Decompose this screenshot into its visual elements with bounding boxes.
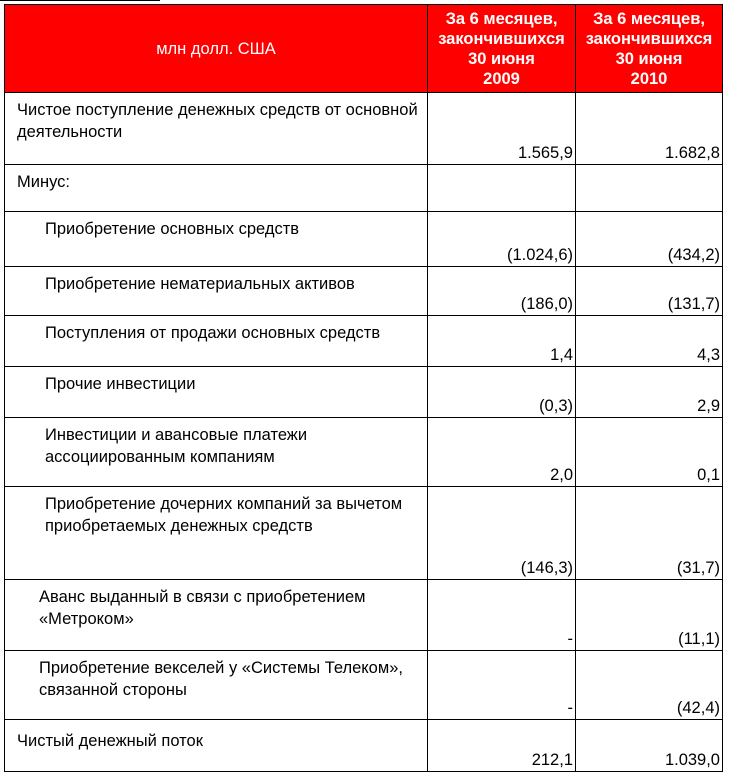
table-row bbox=[5, 651, 723, 720]
cash-flow-table bbox=[4, 4, 723, 772]
table-row bbox=[5, 367, 723, 418]
value-2010: (11,1) bbox=[576, 580, 723, 651]
row-label: Приобретение основных средств bbox=[5, 212, 428, 267]
period-2009-line4: 2009 bbox=[483, 69, 520, 88]
value-2010: 1.039,0 bbox=[576, 720, 723, 772]
row-label: Инвестиции и авансовые платежи ассоциированным компаниям bbox=[5, 418, 428, 487]
value-2009: 1.565,9 bbox=[428, 93, 576, 165]
period-2009-header bbox=[428, 5, 576, 93]
value-2010: (42,4) bbox=[576, 651, 723, 720]
value-2009: (186,0) bbox=[428, 267, 576, 316]
period-2010-line3: 30 июня bbox=[615, 49, 683, 68]
units-header: млн долл. США bbox=[5, 5, 428, 93]
row-label: Аванс выданный в связи с приобретением «Метроком» bbox=[5, 580, 428, 651]
value-2010: 4,3 bbox=[576, 316, 723, 367]
value-2009: (1.024,6) bbox=[428, 212, 576, 267]
row-label: Приобретение векселей у «Системы Телеком», связанной стороны bbox=[5, 651, 428, 720]
table-row bbox=[5, 165, 723, 212]
table-row bbox=[5, 267, 723, 316]
period-2009-line3: 30 июня bbox=[468, 49, 535, 68]
row-label: Поступления от продажи основных средств bbox=[5, 316, 428, 367]
row-label: Приобретение нематериальных активов bbox=[5, 267, 428, 316]
table-row bbox=[5, 487, 723, 580]
table-row bbox=[5, 580, 723, 651]
table-header bbox=[5, 5, 723, 93]
table-row bbox=[5, 316, 723, 367]
row-label: Прочие инвестиции bbox=[5, 367, 428, 418]
value-2010: 0,1 bbox=[576, 418, 723, 487]
row-label: Чистый денежный поток bbox=[5, 720, 428, 772]
value-2009: 2,0 bbox=[428, 418, 576, 487]
value-2010: (131,7) bbox=[576, 267, 723, 316]
table-row bbox=[5, 212, 723, 267]
value-2009: 1,4 bbox=[428, 316, 576, 367]
value-2009: 212,1 bbox=[428, 720, 576, 772]
period-2010-header bbox=[576, 5, 723, 93]
value-2010: 2,9 bbox=[576, 367, 723, 418]
period-2010-line4: 2010 bbox=[630, 69, 668, 88]
value-2009: (146,3) bbox=[428, 487, 576, 580]
period-2010-line1: За 6 месяцев, bbox=[593, 9, 705, 28]
period-2010-line2: закончившихся bbox=[585, 29, 713, 48]
row-label: Приобретение дочерних компаний за вычетом приобретаемых денежных средств bbox=[5, 487, 428, 580]
table-row bbox=[5, 418, 723, 487]
table-row bbox=[5, 720, 723, 772]
period-2009-line1: За 6 месяцев, bbox=[445, 9, 558, 28]
value-2009: (0,3) bbox=[428, 367, 576, 418]
table-row bbox=[5, 93, 723, 165]
period-2009-line2: закончившихся bbox=[438, 29, 565, 48]
value-2010: (31,7) bbox=[576, 487, 723, 580]
row-label: Минус: bbox=[5, 165, 428, 212]
row-label: Чистое поступление денежных средств от основной деятельности bbox=[5, 93, 428, 165]
value-2009: - bbox=[428, 651, 576, 720]
value-2010 bbox=[576, 165, 723, 212]
top-rule bbox=[0, 0, 160, 1]
value-2009 bbox=[428, 165, 576, 212]
value-2010: 1.682,8 bbox=[576, 93, 723, 165]
value-2009: - bbox=[428, 580, 576, 651]
value-2010: (434,2) bbox=[576, 212, 723, 267]
